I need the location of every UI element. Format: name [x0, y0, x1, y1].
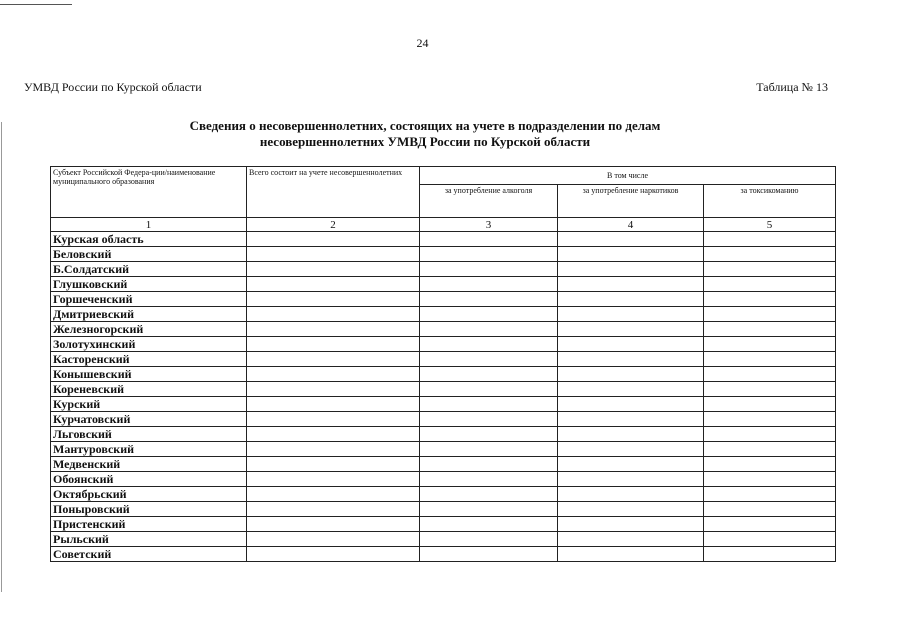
- table-row: [51, 337, 836, 352]
- table-row: [51, 277, 836, 292]
- total-cell: [247, 487, 420, 502]
- total-cell: [247, 427, 420, 442]
- title-line-2: несовершеннолетних УМВД России по Курской области: [259, 134, 591, 149]
- table-row: [51, 502, 836, 517]
- region-name: Курская область: [51, 232, 247, 247]
- table-row: [51, 247, 836, 262]
- page-number: 24: [416, 36, 429, 50]
- district-name: Дмитриевский: [51, 307, 247, 322]
- column-number: 2: [247, 218, 420, 232]
- total-cell: [247, 397, 420, 412]
- total-cell: [247, 382, 420, 397]
- alcohol-cell: [420, 292, 558, 307]
- total-cell: [247, 292, 420, 307]
- drugs-cell: [558, 532, 704, 547]
- document-title: [80, 118, 770, 150]
- drugs-cell: [558, 292, 704, 307]
- drugs-cell: [558, 442, 704, 457]
- drugs-cell: [558, 457, 704, 472]
- toxic-cell: [704, 517, 836, 532]
- district-name: Медвенский: [51, 457, 247, 472]
- total-cell: [247, 517, 420, 532]
- drugs-cell: [558, 277, 704, 292]
- toxic-cell: [704, 442, 836, 457]
- toxic-cell: [704, 322, 836, 337]
- table-row: [51, 442, 836, 457]
- drugs-cell: [558, 307, 704, 322]
- total-cell: [247, 232, 420, 247]
- table-row: [51, 352, 836, 367]
- header-subject: Субъект Российской Федера-ции/наименование муниципального образования: [51, 167, 247, 218]
- alcohol-cell: [420, 247, 558, 262]
- drugs-cell: [558, 337, 704, 352]
- alcohol-cell: [420, 352, 558, 367]
- district-name: Конышевский: [51, 367, 247, 382]
- table-row: [51, 307, 836, 322]
- district-name: Золотухинский: [51, 337, 247, 352]
- total-cell: [247, 307, 420, 322]
- district-name: Поныровский: [51, 502, 247, 517]
- total-cell: [247, 352, 420, 367]
- table-row: [51, 547, 836, 562]
- toxic-cell: [704, 367, 836, 382]
- alcohol-cell: [420, 337, 558, 352]
- district-name: Касторенский: [51, 352, 247, 367]
- alcohol-cell: [420, 427, 558, 442]
- column-number: 4: [558, 218, 704, 232]
- toxic-cell: [704, 292, 836, 307]
- table-row: [51, 382, 836, 397]
- toxic-cell: [704, 457, 836, 472]
- drugs-cell: [558, 322, 704, 337]
- column-number-row: [51, 218, 836, 232]
- drugs-cell: [558, 397, 704, 412]
- toxic-cell: [704, 487, 836, 502]
- toxic-cell: [704, 352, 836, 367]
- table-row: [51, 262, 836, 277]
- district-name: Курский: [51, 397, 247, 412]
- total-cell: [247, 442, 420, 457]
- column-number: 5: [704, 218, 836, 232]
- drugs-cell: [558, 412, 704, 427]
- drugs-cell: [558, 547, 704, 562]
- alcohol-cell: [420, 307, 558, 322]
- statistics-table: [50, 166, 836, 562]
- toxic-cell: [704, 247, 836, 262]
- district-name: Пристенский: [51, 517, 247, 532]
- district-name: Железногорский: [51, 322, 247, 337]
- table-row: [51, 457, 836, 472]
- total-cell: [247, 277, 420, 292]
- toxic-cell: [704, 427, 836, 442]
- drugs-cell: [558, 382, 704, 397]
- table-row: [51, 517, 836, 532]
- alcohol-cell: [420, 547, 558, 562]
- title-line-1: Сведения о несовершеннолетних, состоящих на учете в подразделении по делам: [189, 118, 661, 133]
- table-row: [51, 487, 836, 502]
- total-cell: [247, 502, 420, 517]
- district-name: Советский: [51, 547, 247, 562]
- drugs-cell: [558, 502, 704, 517]
- alcohol-cell: [420, 382, 558, 397]
- toxic-cell: [704, 547, 836, 562]
- alcohol-cell: [420, 502, 558, 517]
- drugs-cell: [558, 472, 704, 487]
- header-drugs: за употребление наркотиков: [558, 185, 704, 218]
- toxic-cell: [704, 397, 836, 412]
- header-row-1: [51, 167, 836, 185]
- district-name: Глушковский: [51, 277, 247, 292]
- district-name: Мантуровский: [51, 442, 247, 457]
- toxic-cell: [704, 307, 836, 322]
- toxic-cell: [704, 532, 836, 547]
- total-cell: [247, 337, 420, 352]
- table-row: [51, 322, 836, 337]
- district-name: Обоянский: [51, 472, 247, 487]
- alcohol-cell: [420, 517, 558, 532]
- table-row: [51, 427, 836, 442]
- alcohol-cell: [420, 262, 558, 277]
- table-row: [51, 367, 836, 382]
- toxic-cell: [704, 382, 836, 397]
- header-toxic: за токсикоманию: [704, 185, 836, 218]
- toxic-cell: [704, 502, 836, 517]
- toxic-cell: [704, 472, 836, 487]
- column-number: 1: [51, 218, 247, 232]
- alcohol-cell: [420, 487, 558, 502]
- drugs-cell: [558, 352, 704, 367]
- drugs-cell: [558, 517, 704, 532]
- total-cell: [247, 412, 420, 427]
- toxic-cell: [704, 337, 836, 352]
- district-name: Беловский: [51, 247, 247, 262]
- toxic-cell: [704, 277, 836, 292]
- alcohol-cell: [420, 442, 558, 457]
- header-alcohol: за употребление алкоголя: [420, 185, 558, 218]
- alcohol-cell: [420, 457, 558, 472]
- district-name: Курчатовский: [51, 412, 247, 427]
- toxic-cell: [704, 412, 836, 427]
- district-name: Октябрьский: [51, 487, 247, 502]
- district-name: Кореневский: [51, 382, 247, 397]
- alcohol-cell: [420, 397, 558, 412]
- drugs-cell: [558, 487, 704, 502]
- total-cell: [247, 472, 420, 487]
- district-name: Горшеченский: [51, 292, 247, 307]
- total-cell: [247, 367, 420, 382]
- header-including: В том числе: [420, 167, 836, 185]
- total-cell: [247, 322, 420, 337]
- table-row: [51, 412, 836, 427]
- table-row: [51, 397, 836, 412]
- drugs-cell: [558, 247, 704, 262]
- table-label: Таблица № 13: [756, 80, 828, 94]
- alcohol-cell: [420, 277, 558, 292]
- toxic-cell: [704, 232, 836, 247]
- table-row: [51, 532, 836, 547]
- table-row-region: [51, 232, 836, 247]
- alcohol-cell: [420, 532, 558, 547]
- scan-edge-line: [1, 122, 2, 592]
- column-number: 3: [420, 218, 558, 232]
- table-row: [51, 472, 836, 487]
- alcohol-cell: [420, 232, 558, 247]
- drugs-cell: [558, 367, 704, 382]
- header-total: Всего состоит на учете несовершеннолетних: [247, 167, 420, 218]
- total-cell: [247, 547, 420, 562]
- total-cell: [247, 532, 420, 547]
- alcohol-cell: [420, 367, 558, 382]
- table-row: [51, 292, 836, 307]
- district-name: Б.Солдатский: [51, 262, 247, 277]
- district-name: Льговский: [51, 427, 247, 442]
- total-cell: [247, 457, 420, 472]
- drugs-cell: [558, 262, 704, 277]
- alcohol-cell: [420, 322, 558, 337]
- drugs-cell: [558, 427, 704, 442]
- total-cell: [247, 247, 420, 262]
- organization-name: УМВД России по Курской области: [24, 80, 202, 94]
- district-name: Рыльский: [51, 532, 247, 547]
- drugs-cell: [558, 232, 704, 247]
- alcohol-cell: [420, 412, 558, 427]
- toxic-cell: [704, 262, 836, 277]
- total-cell: [247, 262, 420, 277]
- corner-line: [0, 4, 72, 5]
- alcohol-cell: [420, 472, 558, 487]
